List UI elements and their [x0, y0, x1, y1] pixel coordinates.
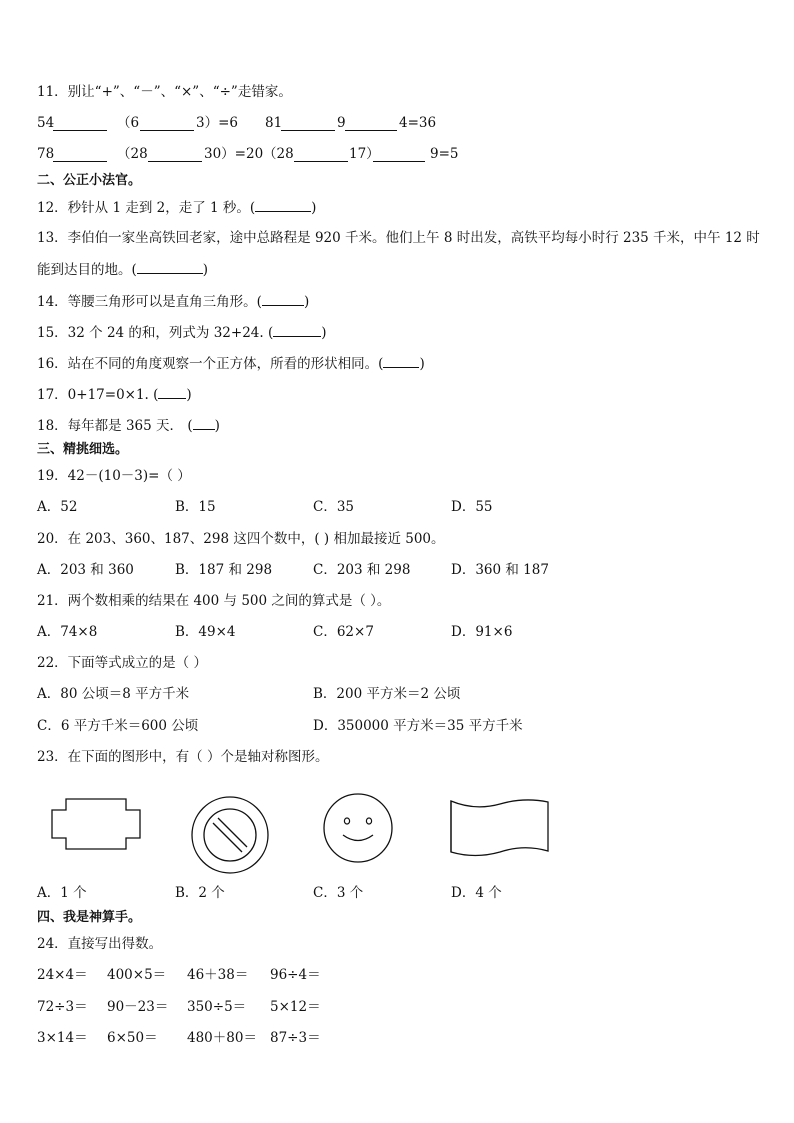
- smiley-face-figure: [322, 792, 394, 864]
- calc-row-3: [37, 1029, 777, 1047]
- option-c[interactable]: C．3 个: [313, 885, 364, 901]
- number: 78: [37, 146, 55, 162]
- question-11-title: 11．别让“+”、“－”、“×”、“÷”走错家。: [37, 84, 292, 100]
- question-21-options: [37, 623, 777, 641]
- notched-rectangle-figure: [50, 798, 142, 850]
- calc-item: 90－23＝: [107, 999, 169, 1015]
- question-23-options: [37, 884, 777, 902]
- answer-blank[interactable]: [294, 147, 348, 162]
- section-heading-4: 四、我是神算手。: [37, 910, 142, 925]
- number: 4=36: [399, 115, 437, 131]
- answer-blank[interactable]: [158, 384, 186, 399]
- question-22-options-row-2: [37, 717, 777, 735]
- question-22: 22．下面等式成立的是（ ）: [37, 655, 207, 671]
- question-24: 24．直接写出得数。: [37, 936, 163, 952]
- calc-row-2: [37, 998, 777, 1016]
- option-d[interactable]: D．55: [451, 499, 493, 515]
- calc-item: 5×12＝: [270, 999, 321, 1015]
- option-a[interactable]: A．74×8: [37, 624, 98, 640]
- calc-item: 400×5＝: [107, 967, 167, 983]
- answer-blank[interactable]: [53, 116, 107, 131]
- calc-item: 350÷5＝: [187, 999, 247, 1015]
- question-11-row-1: [37, 114, 777, 132]
- question-13-line-2: 能到达目的地。( ): [37, 259, 208, 279]
- question-11-row-2: [37, 145, 777, 163]
- number: （28: [263, 146, 294, 162]
- option-d[interactable]: D．360 和 187: [451, 562, 549, 578]
- question-16: 16．站在不同的角度观察一个正方体，所看的形状相同。( ): [37, 353, 425, 373]
- answer-blank[interactable]: [137, 259, 203, 274]
- option-a[interactable]: A．80 公顷＝8 平方千米: [37, 686, 190, 702]
- option-a[interactable]: A．203 和 360: [37, 562, 134, 578]
- number: （6: [117, 115, 140, 131]
- calc-row-1: [37, 966, 777, 984]
- answer-blank[interactable]: [345, 116, 397, 131]
- question-15: 15．32 个 24 的和，列式为 32+24. ( ): [37, 322, 327, 342]
- no-entry-sign-figure: [190, 795, 270, 875]
- number: 54: [37, 115, 55, 131]
- question-18: 18．每年都是 365 天． ( ): [37, 415, 220, 435]
- calc-item: 96÷4＝: [270, 967, 321, 983]
- number: 9=5: [430, 146, 459, 162]
- question-20-options: [37, 561, 777, 579]
- answer-blank[interactable]: [53, 147, 107, 162]
- option-c[interactable]: C．62×7: [313, 624, 374, 640]
- option-c[interactable]: C．203 和 298: [313, 562, 411, 578]
- answer-blank[interactable]: [140, 116, 194, 131]
- number: 30）=20: [204, 146, 264, 162]
- option-b[interactable]: B．49×4: [175, 624, 236, 640]
- answer-blank[interactable]: [255, 197, 311, 212]
- calc-item: 6×50＝: [107, 1030, 158, 1046]
- calc-item: 87÷3＝: [270, 1030, 321, 1046]
- question-19-options: [37, 498, 777, 516]
- section-heading-3: 三、精挑细选。: [37, 442, 129, 457]
- answer-blank[interactable]: [373, 147, 425, 162]
- question-17: 17．0+17=0×1. ( ): [37, 384, 192, 404]
- answer-blank[interactable]: [262, 291, 304, 306]
- question-22-options-row-1: [37, 685, 777, 703]
- wavy-flag-figure: [448, 796, 552, 860]
- section-heading-2: 二、公正小法官。: [37, 173, 142, 188]
- calc-item: 46＋38＝: [187, 967, 249, 983]
- calc-item: 72÷3＝: [37, 999, 88, 1015]
- number: 3）=6: [196, 115, 238, 131]
- option-c[interactable]: C．6 平方千米＝600 公顷: [37, 718, 199, 734]
- question-19: 19．42－(10－3)=（ ）: [37, 468, 191, 484]
- calc-item: 480＋80＝: [187, 1030, 257, 1046]
- option-a[interactable]: A．52: [37, 499, 78, 515]
- question-20: 20．在 203、360、187、298 这四个数中，( ) 相加最接近 500。: [37, 531, 445, 547]
- calc-item: 3×14＝: [37, 1030, 88, 1046]
- answer-blank[interactable]: [273, 322, 321, 337]
- option-b[interactable]: B．2 个: [175, 885, 225, 901]
- option-d[interactable]: D．91×6: [451, 624, 513, 640]
- question-12: 12．秒针从 1 走到 2，走了 1 秒。( ): [37, 197, 316, 217]
- number: 17）: [349, 146, 380, 162]
- option-b[interactable]: B．187 和 298: [175, 562, 273, 578]
- option-b[interactable]: B．200 平方米＝2 公顷: [313, 686, 461, 702]
- calc-item: 24×4＝: [37, 967, 88, 983]
- number: （28: [117, 146, 148, 162]
- option-d[interactable]: D．350000 平方米＝35 平方千米: [313, 718, 523, 734]
- option-a[interactable]: A．1 个: [37, 885, 87, 901]
- option-c[interactable]: C．35: [313, 499, 355, 515]
- answer-blank[interactable]: [383, 353, 419, 368]
- answer-blank[interactable]: [281, 116, 335, 131]
- question-23: 23．在下面的图形中，有（ ）个是轴对称图形。: [37, 749, 329, 765]
- answer-blank[interactable]: [193, 415, 215, 430]
- question-13-line-1: 13．李伯伯一家坐高铁回老家，途中总路程是 920 千米。他们上午 8 时出发，高铁平均每小时行 235 千米，中午 12 时: [37, 230, 760, 246]
- answer-blank[interactable]: [148, 147, 202, 162]
- question-14: 14．等腰三角形可以是直角三角形。( ): [37, 291, 309, 311]
- option-d[interactable]: D．4 个: [451, 885, 502, 901]
- number: 9: [337, 115, 346, 131]
- number: 81: [265, 115, 283, 131]
- question-21: 21．两个数相乘的结果在 400 与 500 之间的算式是（ ）。: [37, 593, 391, 609]
- option-b[interactable]: B．15: [175, 499, 216, 515]
